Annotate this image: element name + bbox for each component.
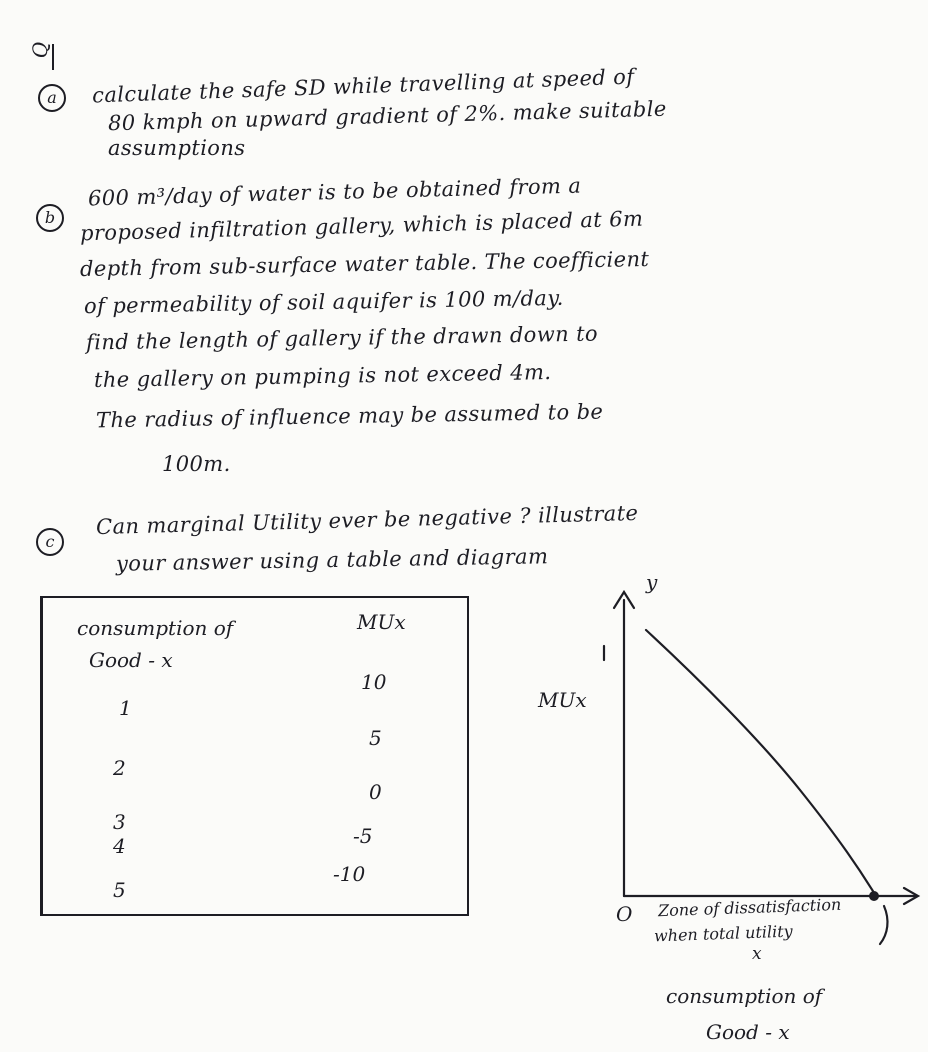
part-b-line-3: depth from sub-surface water table. The coefficient xyxy=(79,247,650,281)
table-row-5-x: 5 xyxy=(113,878,126,902)
table-row-3-x: 3 xyxy=(113,810,126,834)
x-caption-line-2: Good - x xyxy=(706,1020,790,1044)
table-header-good-x: Good - x xyxy=(89,648,173,672)
part-b-line-5: find the length of gallery if the drawn down to xyxy=(85,321,599,355)
part-b-line-2: proposed infiltration gallery, which is placed at 6m xyxy=(79,206,644,246)
table-row-3-mu: 0 xyxy=(369,780,382,804)
annotation-line-1: Zone of dissatisfaction xyxy=(657,894,842,921)
annotation-line-2: when total utility xyxy=(653,921,793,946)
part-a-line-3: assumptions xyxy=(108,136,246,160)
table-row-1-mu: 10 xyxy=(361,670,387,694)
table-row-2-x: 2 xyxy=(113,756,126,780)
table-header-consumption: consumption of xyxy=(77,616,234,640)
table-row-2-mu: 5 xyxy=(369,726,382,750)
mu-axis-label: MUx xyxy=(538,688,587,712)
part-c-line-2: your answer using a table and diagram xyxy=(115,544,549,576)
part-a-line-1: calculate the safe SD while travelling at speed of xyxy=(91,64,635,108)
mu-curve xyxy=(646,630,876,896)
table-row-4-mu: -5 xyxy=(353,824,373,848)
part-b-line-8: 100m. xyxy=(162,452,231,476)
part-b-line-4: of permeability of soil aquifer is 100 m/day. xyxy=(83,285,564,319)
table-row-1-x: 1 xyxy=(119,696,132,720)
part-a-line-2: 80 kmph on upward gradient of 2%. make suitable xyxy=(107,96,667,136)
part-a-label: a xyxy=(38,84,66,112)
part-b-line-6: the gallery on pumping is not exceed 4m. xyxy=(93,360,552,392)
part-b-line-7: The radius of influence may be assumed to be xyxy=(95,399,604,433)
table-header-mux: MUx xyxy=(357,610,406,634)
origin-label: O xyxy=(616,902,633,926)
mu-zero-point xyxy=(869,891,879,901)
table-row-4-x: 4 xyxy=(113,834,126,858)
question-marker: Q xyxy=(28,41,53,59)
x-axis-label: x xyxy=(752,944,762,964)
x-caption-line-1: consumption of xyxy=(666,984,823,1008)
part-b-line-1: 600 m³/day of water is to be obtained from a xyxy=(87,173,582,211)
y-axis-label: y xyxy=(646,570,658,594)
part-b-label: b xyxy=(36,204,64,232)
annotation-leader xyxy=(880,906,887,944)
table-row-5-mu: -10 xyxy=(333,862,366,886)
part-c-line-1: Can marginal Utility ever be negative ? illustrate xyxy=(95,500,639,540)
part-c-label: c xyxy=(36,528,64,556)
